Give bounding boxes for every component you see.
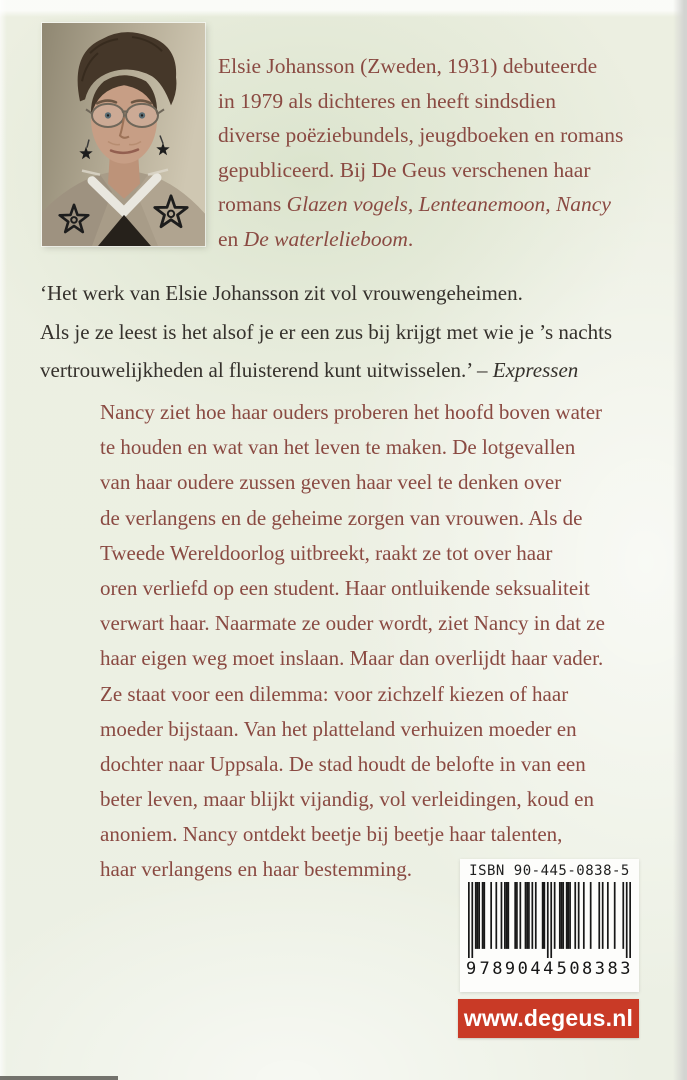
synopsis [100,395,660,888]
synopsis-line: oren verliefd op een student. Haar ontluikende seksualiteit [100,575,590,600]
quote-text-run: vertrouwelijkheden al fluisterend kunt uitwisselen.’ – [40,358,493,382]
synopsis-line: haar verlangens en haar bestemming. [100,857,412,882]
scan-edge-top [0,0,687,17]
ean-group-left: 789044 [479,959,556,979]
synopsis-line: Ze staat voor een dilemma: voor zichzelf kiezen of haar [100,681,569,706]
bio-text-run: en [218,226,244,251]
synopsis-line: te houden en wat van het leven te maken. De lotgevallen [100,435,576,460]
bio-text-run: romans [218,192,287,216]
press-quote [40,274,670,390]
isbn-barcode-panel [460,859,639,992]
synopsis-line: Tweede Wereldoorlog uitbreekt, raakt ze tot over haar [100,540,553,565]
bio-line: diverse poëziebundels, jeugdboeken en romans [218,123,624,147]
bio-line: Elsie Johansson (Zweden, 1931) debuteerde [218,54,598,78]
ean-barcode [468,882,631,958]
quote-line [40,351,670,390]
quote-line: Als je ze leest is het alsof je er een zus bij krijgt met wie je ’s nachts [40,319,613,344]
bio-line: gepubliceerd. Bij De Geus verschenen haar [218,157,591,182]
bio-line [218,187,668,222]
ean-first-digit: 9 [466,959,479,979]
bio-text-run: . [407,226,414,251]
publisher-website: www.degeus.nl [463,1005,634,1031]
synopsis-line: verwart haar. Naarmate ze ouder wordt, ziet Nancy in dat ze [100,611,605,636]
isbn-label: ISBN 90-445-0838-5 [469,863,630,879]
synopsis-line: beter leven, maar blijkt vijandig, vol verleidingen, koud en [100,787,594,812]
author-bio [218,49,668,256]
scan-edge-left [0,0,7,1080]
author-portrait-illustration [42,23,205,246]
book-title-text: De waterlelieboom [243,226,408,251]
synopsis-line: dochter naar Uppsala. De stad houdt de belofte in van een [100,751,586,776]
synopsis-line: de verlangens en de geheime zorgen van vrouwen. Als de [100,505,583,530]
bio-line [218,222,668,257]
synopsis-line: Nancy ziet hoe haar ouders proberen het hoofd boven water [100,400,603,424]
book-title-text: Glazen vogels, Lenteanemoon, Nancy [286,192,611,216]
ean-digits [466,959,633,979]
publisher-website-box [458,999,639,1038]
ean-group-right: 508383 [556,959,633,979]
synopsis-line: haar eigen weg moet inslaan. Maar dan overlijdt haar vader. [100,646,604,671]
scan-edge-bottom [0,1076,118,1080]
author-photo [42,23,205,246]
bio-line: in 1979 als dichteres en heeft sindsdien [218,88,556,113]
scan-edge-right [673,0,687,1080]
synopsis-line: van haar oudere zussen geven haar veel te denken over [100,470,562,495]
quote-source: Expressen [492,358,579,382]
quote-line: ‘Het werk van Elsie Johansson zit vol vrouwengeheimen. [40,281,523,305]
synopsis-line: anoniem. Nancy ontdekt beetje bij beetje haar talenten, [100,822,563,847]
synopsis-line: moeder bijstaan. Van het platteland verhuizen moeder en [100,716,577,741]
